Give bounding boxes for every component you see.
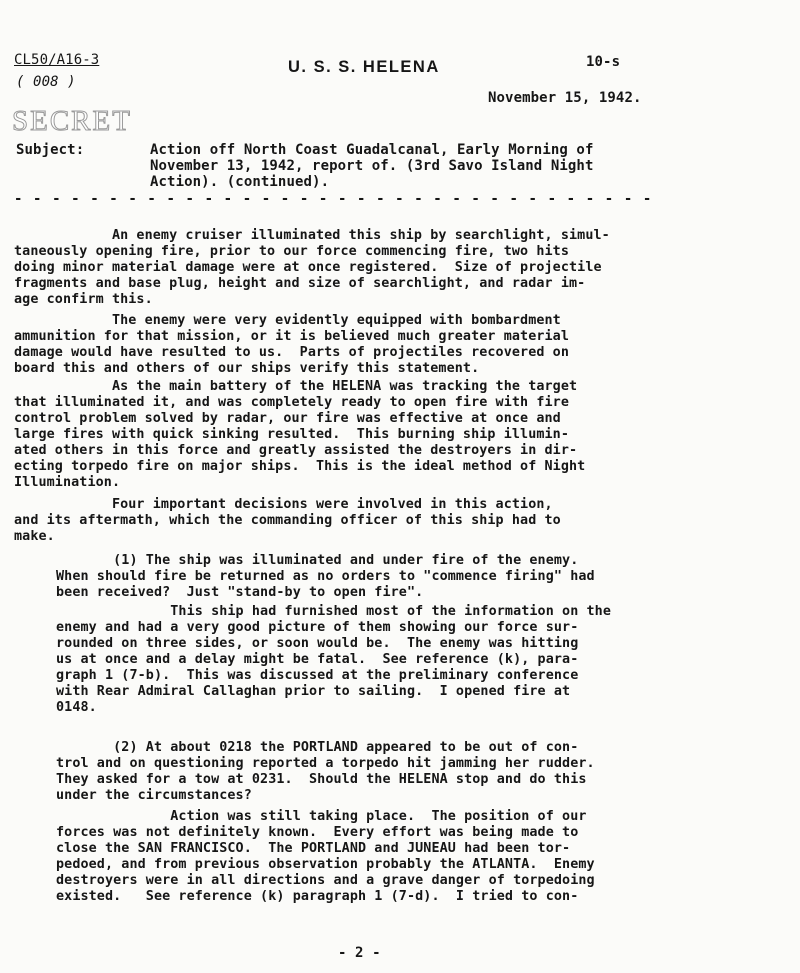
- item-2-line: forces was not definitely known. Every effort was being made to: [56, 825, 579, 840]
- body-line: ated others in this force and greatly assisted the destroyers in dir-: [14, 443, 578, 458]
- item-2-line: destroyers were in all directions and a grave danger of torpedoing: [56, 873, 595, 888]
- secret-stamp: SECRET: [12, 105, 132, 137]
- item-2-line: (2) At about 0218 the PORTLAND appeared to be out of con-: [56, 740, 579, 755]
- body-line: age confirm this.: [14, 292, 153, 307]
- page-reference: 10-s: [586, 54, 621, 70]
- body-line: that illuminated it, and was completely ready to open fire with fire: [14, 395, 570, 410]
- body-line: The enemy were very evidently equipped with bombardment: [14, 313, 561, 328]
- item-1-line: When should fire be returned as no orders to "commence firing" had: [56, 569, 595, 584]
- item-1-line: (1) The ship was illuminated and under fire of the enemy.: [56, 553, 579, 568]
- body-line: Illumination.: [14, 475, 121, 490]
- item-1-line: This ship had furnished most of the information on the: [56, 604, 612, 619]
- body-line: large fires with quick sinking resulted. This burning ship illumin-: [14, 427, 570, 442]
- body-line: damage would have resulted to us. Parts of projectiles recovered on: [14, 345, 570, 360]
- subject-line: November 13, 1942, report of. (3rd Savo Island Night: [150, 158, 594, 174]
- body-line: As the main battery of the HELENA was tracking the target: [14, 379, 578, 394]
- item-1-line: been received? Just "stand-by to open fire".: [56, 585, 424, 600]
- body-line: An enemy cruiser illuminated this ship by searchlight, simul-: [14, 228, 610, 243]
- body-line: taneously opening fire, prior to our force commencing fire, two hits: [14, 244, 570, 259]
- separator-line: - - - - - - - - - - - - - - - - - - - - - - - - - - - - - - - - - -: [14, 191, 653, 207]
- subject-line: Action off North Coast Guadalcanal, Early Morning of: [150, 142, 594, 158]
- item-2-line: They asked for a tow at 0231. Should the HELENA stop and do this: [56, 772, 587, 787]
- body-line: fragments and base plug, height and size of searchlight, and radar im-: [14, 276, 586, 291]
- item-1-line: us at once and a delay might be fatal. See reference (k), para-: [56, 652, 579, 667]
- document-date: November 15, 1942.: [488, 90, 642, 106]
- body-line: Four important decisions were involved in this action,: [14, 497, 553, 512]
- file-subcode: ( 008 ): [16, 74, 76, 90]
- item-1-line: enemy and had a very good picture of them showing our force sur-: [56, 620, 579, 635]
- subject-line: Action). (continued).: [150, 174, 330, 190]
- item-2-line: existed. See reference (k) paragraph 1 (7-d). I tried to con-: [56, 889, 579, 904]
- body-line: control problem solved by radar, our fire was effective at once and: [14, 411, 561, 426]
- body-line: ecting torpedo fire on major ships. This is the ideal method of Night: [14, 459, 586, 474]
- body-line: board this and others of our ships verify this statement.: [14, 361, 480, 376]
- item-2-line: Action was still taking place. The position of our: [56, 809, 587, 824]
- item-2-line: trol and on questioning reported a torpedo hit jamming her rudder.: [56, 756, 595, 771]
- item-1-line: 0148.: [56, 700, 97, 715]
- item-1-line: rounded on three sides, or soon would be. The enemy was hitting: [56, 636, 579, 651]
- body-line: ammunition for that mission, or it is believed much greater material: [14, 329, 570, 344]
- item-2-line: pedoed, and from previous observation probably the ATLANTA. Enemy: [56, 857, 595, 872]
- page-number: - 2 -: [338, 945, 381, 961]
- item-2-line: under the circumstances?: [56, 788, 252, 803]
- item-2-line: close the SAN FRANCISCO. The PORTLAND and JUNEAU had been tor-: [56, 841, 571, 856]
- body-line: and its aftermath, which the commanding officer of this ship had to: [14, 513, 561, 528]
- file-code: CL50/A16-3: [14, 52, 100, 68]
- body-line: doing minor material damage were at once registered. Size of projectile: [14, 260, 602, 275]
- item-1-line: graph 1 (7-b). This was discussed at the preliminary conference: [56, 668, 579, 683]
- subject-label: Subject:: [16, 142, 85, 158]
- ship-name: U. S. S. HELENA: [288, 58, 440, 76]
- body-line: make.: [14, 529, 55, 544]
- item-1-line: with Rear Admiral Callaghan prior to sailing. I opened fire at: [56, 684, 571, 699]
